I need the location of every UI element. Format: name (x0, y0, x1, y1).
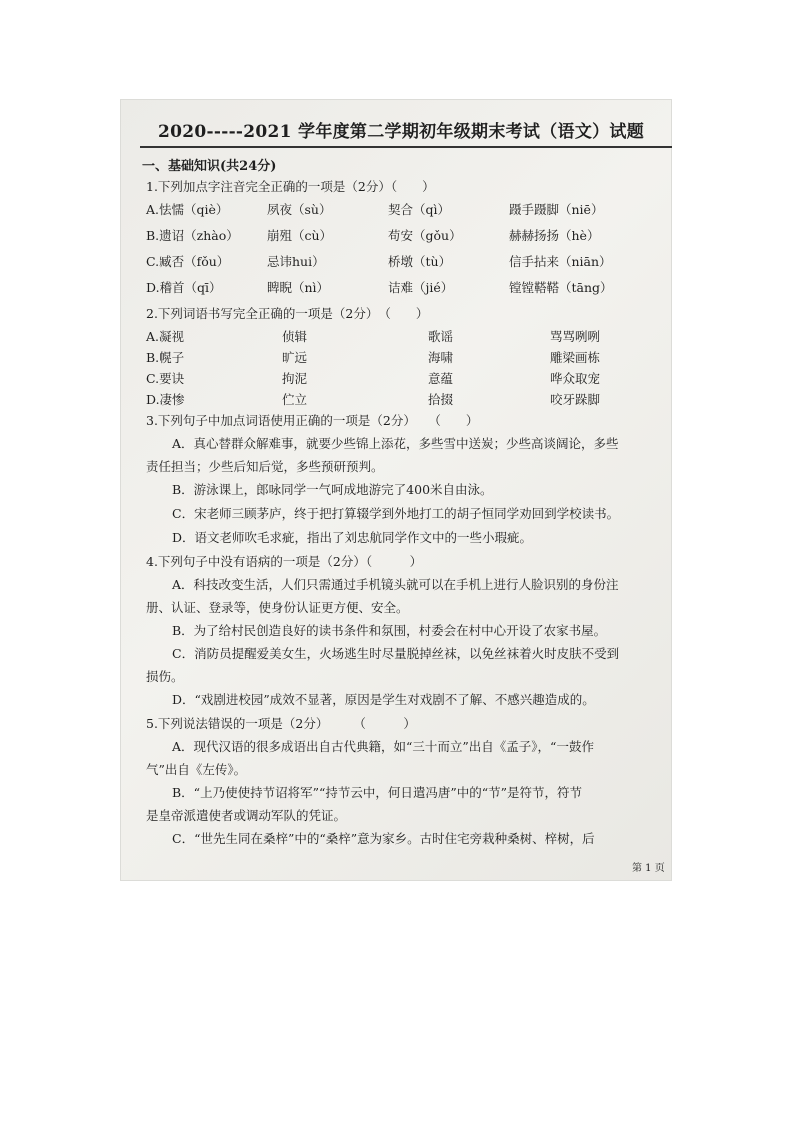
q5-stem: 5.下列说法错误的一项是（2分） （ ） (146, 716, 416, 731)
q3-option-b: B．游泳课上，郎咏同学一气呵成地游完了400米自由泳。 (172, 482, 493, 497)
q1-opt: 镗镗鞳鞳（tāng） (509, 280, 613, 295)
q2-opt: 侦辑 (282, 329, 308, 344)
q1-opt: 苟安（gǒu） (388, 228, 462, 243)
q3-option-c: C．宋老师三顾茅庐，终于把打算辍学到外地打工的胡子恒同学劝回到学校读书。 (172, 506, 620, 521)
q1-opt: D.稽首（qī） (146, 280, 222, 295)
q1-opt: 信手拈来（niān） (509, 254, 612, 269)
q2-opt: 咬牙跺脚 (550, 392, 601, 407)
q1-stem: 1.下列加点字注音完全正确的一项是（2分）（ ） (146, 179, 435, 194)
q2-opt: C.要诀 (146, 371, 185, 386)
q2-opt: B.幌子 (146, 350, 185, 365)
q4-option-a-cont: 册、认证、登录等，使身份认证更方便、安全。 (146, 600, 409, 615)
exam-photo (120, 99, 672, 881)
q4-stem: 4.下列句子中没有语病的一项是（2分）（ ） (146, 554, 423, 569)
q1-opt: 忌讳hui） (267, 254, 325, 269)
q5-option-a-cont: 气”出自《左传》。 (146, 762, 247, 777)
q2-opt: 雕梁画栋 (550, 350, 601, 365)
q1-opt: B.遗诏（zhào） (146, 228, 239, 243)
q1-opt: 夙夜（sù） (267, 202, 332, 217)
q4-option-d: D．“戏剧进校园”成效不显著，原因是学生对戏剧不了解、不感兴趣造成的。 (172, 692, 595, 707)
q2-opt: 歌谣 (428, 329, 454, 344)
q5-option-b-cont: 是皇帝派遣使者或调动军队的凭证。 (146, 808, 347, 823)
q1-opt: 诘难（jié） (388, 280, 454, 295)
q4-option-a: A．科技改变生活，人们只需通过手机镜头就可以在手机上进行人脸识别的身份注 (172, 577, 619, 592)
q4-option-b: B．为了给村民创造良好的读书条件和氛围，村委会在村中心开设了农家书屋。 (172, 623, 607, 638)
q2-opt: A.凝视 (146, 329, 185, 344)
q1-opt: 桥墩（tù） (388, 254, 452, 269)
q5-option-c: C．“世先生同在桑梓”中的“桑梓”意为家乡。古时住宅旁栽种桑树、梓树，后 (172, 831, 595, 846)
q2-opt: 拘泥 (282, 371, 308, 386)
q3-stem: 3.下列句子中加点词语使用正确的一项是（2分） （ ） (146, 413, 479, 428)
q1-opt: 睥睨（nì） (267, 280, 330, 295)
q1-opt: 崩殂（cù） (267, 228, 333, 243)
q1-opt: 契合（qì） (388, 202, 450, 217)
q2-stem: 2.下列词语书写完全正确的一项是（2分） （ ） (146, 306, 429, 321)
exam-title: 2020-----2021 学年度第二学期初年级期末考试（语文）试题 (158, 122, 645, 142)
q4-option-c: C．消防员提醒爱美女生，火场逃生时尽量脱掉丝袜，以免丝袜着火时皮肤不受到 (172, 646, 620, 661)
q2-opt: 旷远 (282, 350, 308, 365)
section-heading: 一、基础知识(共24分) (142, 159, 277, 174)
q5-option-a: A．现代汉语的很多成语出自古代典籍，如“三十而立”出自《孟子》，“一鼓作 (172, 739, 594, 754)
title-rule (140, 146, 672, 148)
q1-opt: C.臧否（fǒu） (146, 254, 230, 269)
q3-option-a: A．真心替群众解难事，就要少些锦上添花，多些雪中送炭；少些高谈阔论，多些 (172, 436, 619, 451)
q5-option-b: B．“上乃使使持节诏将军”“持节云中，何日遣冯唐”中的“节”是符节，符节 (172, 785, 583, 800)
q3-option-a-cont: 责任担当；少些后知后觉，多些预研预判。 (146, 459, 384, 474)
q2-opt: D.凄惨 (146, 392, 185, 407)
q2-opt: 骂骂咧咧 (550, 329, 601, 344)
q2-opt: 意蕴 (428, 371, 454, 386)
q3-option-d: D．语文老师吹毛求疵，指出了刘忠航同学作文中的一些小瑕疵。 (172, 530, 533, 545)
page-number: 第 1 页 (632, 863, 665, 874)
q2-opt: 拾掇 (428, 392, 454, 407)
q2-opt: 伫立 (282, 392, 308, 407)
q2-opt: 哗众取宠 (550, 371, 601, 386)
q2-opt: 海啸 (428, 350, 454, 365)
q1-opt: 赫赫扬扬（hè） (509, 228, 600, 243)
q1-opt: 蹑手蹑脚（niē） (509, 202, 604, 217)
q4-option-c-cont: 损伤。 (146, 669, 184, 684)
q1-opt: A.怯懦（qiè） (146, 202, 229, 217)
